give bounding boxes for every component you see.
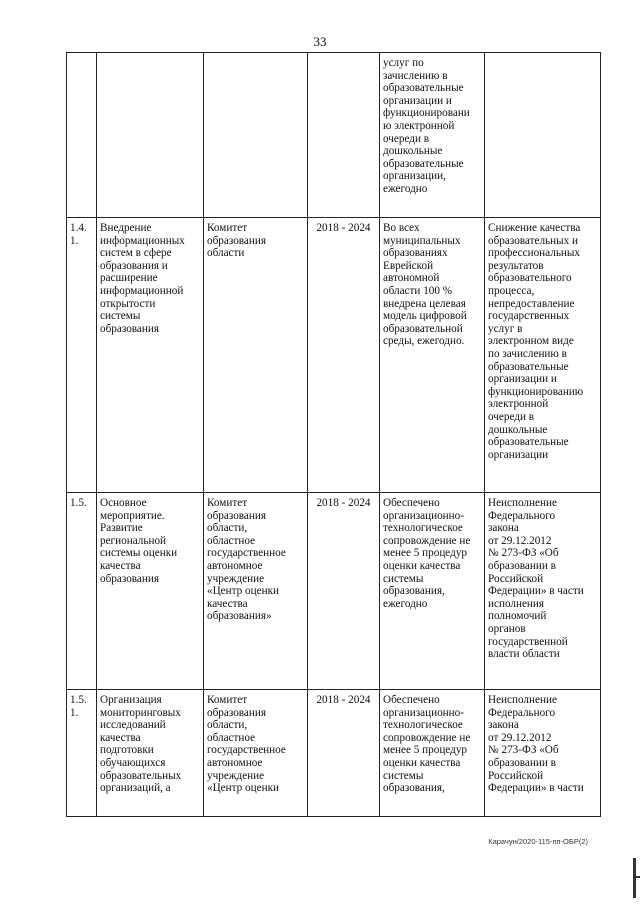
table-row [67,493,601,690]
result-cell: Обеспечено организационно- технологическое сопровождение не менее 5 процедур оценки качества системы образования, ежегодно [380,493,485,690]
period-cell: 2018 - 2024 [308,493,380,690]
risk-cell: Неисполнение Федерального закона от 29.12.2012 № 273-ФЗ «Об образовании в Российской Федерации» в части исполнения полномочий органов государственной власти области [485,493,601,690]
page-number: 33 [313,34,327,49]
row-number-cell: 1.5. [67,493,97,690]
scan-edge-mark [633,876,640,878]
scan-edge-mark [633,858,636,898]
activity-name-cell: Внедрение информационных систем в сфере образования и расширение информационной открытости системы образования [97,218,204,493]
period-cell: 2018 - 2024 [308,690,380,817]
result-cell: Во всех муниципальных образованиях Еврейской автономной области 100 % внедрена целевая модель цифровой образовательной среды, ежегодно. [380,218,485,493]
result-cell: услуг по зачислению в образовательные организации и функционировани ю электронной очереди в дошкольные образовательные организации, ежегодно [380,53,485,218]
risk-cell [485,53,601,218]
executor-cell: Комитет образования области, областное государственное автономное учреждение «Центр оценки качества образования» [204,493,308,690]
period-cell [308,53,380,218]
activity-name-cell [97,53,204,218]
period-cell: 2018 - 2024 [308,218,380,493]
document-signature-code: Карачун/2020-115-пп-ОБР(2) [488,837,588,846]
program-table [66,52,601,817]
table-row [67,690,601,817]
row-number-cell [67,53,97,218]
activity-name-cell: Организация мониторинговых исследований качества подготовки обучающихся образовательных организаций, а [97,690,204,817]
risk-cell: Неисполнение Федерального закона от 29.12.2012 № 273-ФЗ «Об образовании в Российской Федерации» в части [485,690,601,817]
row-number-cell: 1.5. 1. [67,690,97,817]
executor-cell [204,53,308,218]
executor-cell: Комитет образования области [204,218,308,493]
table-row [67,218,601,493]
risk-cell: Снижение качества образовательных и профессиональных результатов образовательного процесса, непредоставление государственных услуг в электронном виде по зачислению в образовательные организации и функционированию электронной очереди в дошкольные образовательные организации [485,218,601,493]
executor-cell: Комитет образования области, областное государственное автономное учреждение «Центр оценки [204,690,308,817]
table-row [67,53,601,218]
activity-name-cell: Основное мероприятие. Развитие региональной системы оценки качества образования [97,493,204,690]
row-number-cell: 1.4. 1. [67,218,97,493]
result-cell: Обеспечено организационно- технологическое сопровождение не менее 5 процедур оценки качества системы образования, [380,690,485,817]
